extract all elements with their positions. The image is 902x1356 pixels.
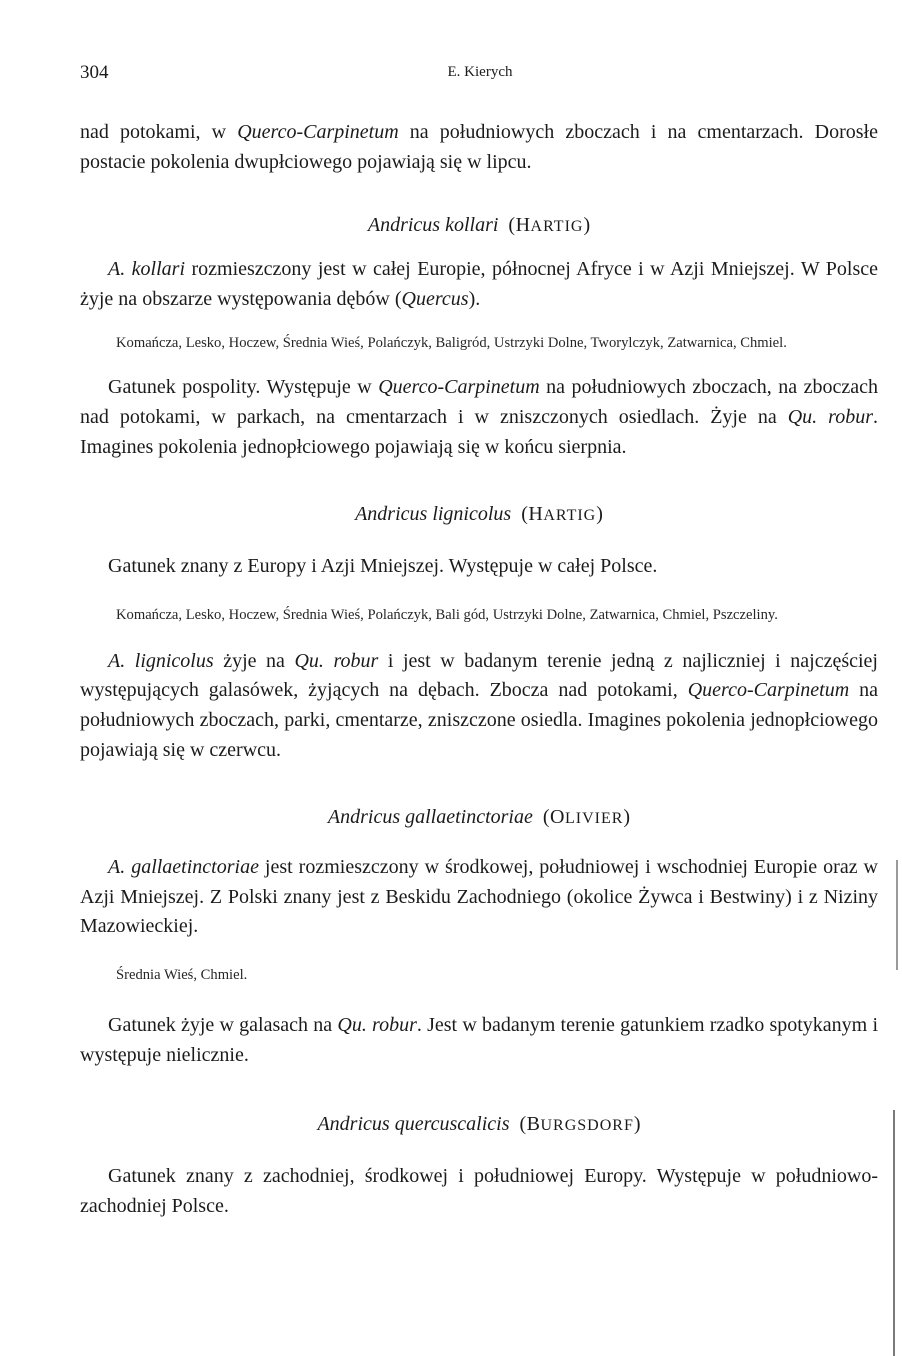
author-smallcaps: LIVIER xyxy=(564,810,624,828)
author-smallcaps: ARTIG xyxy=(543,507,597,525)
page-number: 304 xyxy=(80,62,109,83)
author-close: ) xyxy=(623,806,631,829)
text-run: . Imagines pokolenia jednopłciowego pojawiają się w końcu sierpnia. xyxy=(80,405,878,458)
localities-lignicolus: Komańcza, Lesko, Hoczew, Średnia Wieś, Polańczyk, Bali gód, Ustrzyki Dolne, Zatwarnica, Chmiel, Pszczeliny. xyxy=(116,606,778,623)
text-run: ). xyxy=(468,287,481,310)
paragraph-ecology-lignicolus xyxy=(80,647,878,765)
localities-gallaetinctoriae: Średnia Wieś, Chmiel. xyxy=(116,966,248,983)
author-initial: (H xyxy=(508,214,531,237)
paragraph-distribution-quercuscalicis: Gatunek znany z zachodniej, środkowej i południowej Europy. Występuje w południowo-zachodniej Polsce. xyxy=(80,1165,878,1217)
text-run: na południowych zboczach, na zboczach nad potokami, w parkach, na cmentarzach i w zniszczonych osiedlach. Żyje na xyxy=(80,376,878,428)
genus-name: Andricus xyxy=(367,214,441,237)
paragraph-distribution-gallaetinctoriae xyxy=(80,853,878,942)
paragraph-ecology-gallaetinctoriae xyxy=(80,1011,878,1070)
text-run: Gatunek pospolity. Występuje w xyxy=(108,376,379,399)
text-run: na południowych zboczach i na cmentarzach. Dorosłe postacie pokolenia dwupłciowego pojawiają się w lipcu. xyxy=(80,121,878,173)
author-close: ) xyxy=(596,503,603,526)
author-initial: (O xyxy=(542,806,565,829)
taxon-name: Qu. robur xyxy=(337,1013,417,1036)
author-smallcaps: ARTIG xyxy=(530,218,584,236)
species-name: lignicolus xyxy=(432,503,512,526)
taxon-name: Querco-Carpinetum xyxy=(378,376,540,399)
paragraph-distribution-kollari xyxy=(80,255,878,314)
running-head-author: E. Kierych xyxy=(447,64,513,80)
author-initial: (H xyxy=(521,503,544,526)
author-smallcaps: URGSDORF xyxy=(540,1117,634,1135)
species-name: gallaetinctoriae xyxy=(405,806,533,829)
taxon-name: Querco-Carpinetum xyxy=(687,679,850,702)
genus-name: Andricus xyxy=(327,806,401,829)
author-close: ) xyxy=(633,1113,641,1136)
taxon-name: A. gallaetinctoriae xyxy=(108,856,259,879)
author-initial: (B xyxy=(519,1113,541,1136)
paragraph-continuation xyxy=(80,118,878,177)
genus-name: Andricus xyxy=(317,1113,390,1136)
author-close: ) xyxy=(583,214,591,237)
species-name: kollari xyxy=(445,214,499,237)
species-name: quercuscalicis xyxy=(394,1113,510,1136)
text-run: Gatunek żyje w galasach na xyxy=(108,1013,338,1036)
species-heading-lignicolus xyxy=(80,500,878,530)
scan-edge-mark xyxy=(896,860,898,970)
genus-name: Andricus xyxy=(355,503,428,526)
text-run: na południowych zboczach, parki, cmentarze, zniszczone osiedla. Imagines pokolenia jednopłciowego pojawiają się w czerwcu. xyxy=(80,679,878,761)
paragraph-distribution-lignicolus: Gatunek znany z Europy i Azji Mniejszej. Występuje w całej Polsce. xyxy=(108,555,658,578)
paragraph-ecology-kollari xyxy=(80,373,878,462)
species-heading-quercuscalicis xyxy=(80,1110,878,1140)
text-run: żyje na xyxy=(213,649,295,672)
taxon-name: A. kollari xyxy=(108,258,186,281)
text-run: rozmieszczony jest w całej Europie, północnej Afryce i w Azji Mniejszej. W Polsce żyje na obszarze występowania dębów ( xyxy=(80,258,879,310)
running-header xyxy=(80,62,878,90)
taxon-name: Qu. robur xyxy=(787,405,873,428)
taxon-name: Qu. robur xyxy=(294,649,379,672)
taxon-name: Quercus xyxy=(401,287,469,310)
scan-edge-mark xyxy=(893,1110,895,1356)
species-heading-gallaetinctoriae xyxy=(80,803,878,833)
taxon-name: A. lignicolus xyxy=(108,649,214,672)
text-run: . Jest w badanym terenie gatunkiem rzadko spotykanym i występuje nielicznie. xyxy=(80,1013,879,1066)
species-heading-kollari xyxy=(80,211,878,241)
text-run: i jest w badanym terenie jedną z najliczniej i najczęściej występujących galasówek, żyjących na dębach. Zbocza nad potokami, xyxy=(80,649,878,702)
article-body xyxy=(80,118,878,1221)
localities-kollari: Komańcza, Lesko, Hoczew, Średnia Wieś, Polańczyk, Baligród, Ustrzyki Dolne, Tworylczyk, Zatwarnica, Chmiel. xyxy=(116,335,787,352)
text-run: nad potokami, w xyxy=(80,121,238,143)
taxon-name: Querco-Carpinetum xyxy=(237,121,399,143)
text-run: jest rozmieszczony w środkowej, południowej i wschodniej Europie oraz w Azji Mniejszej. Z Polski znany jest z Beskidu Zachodniego (okolice Żywca i Bestwiny) i z Niziny Mazowieckiej. xyxy=(80,856,878,938)
